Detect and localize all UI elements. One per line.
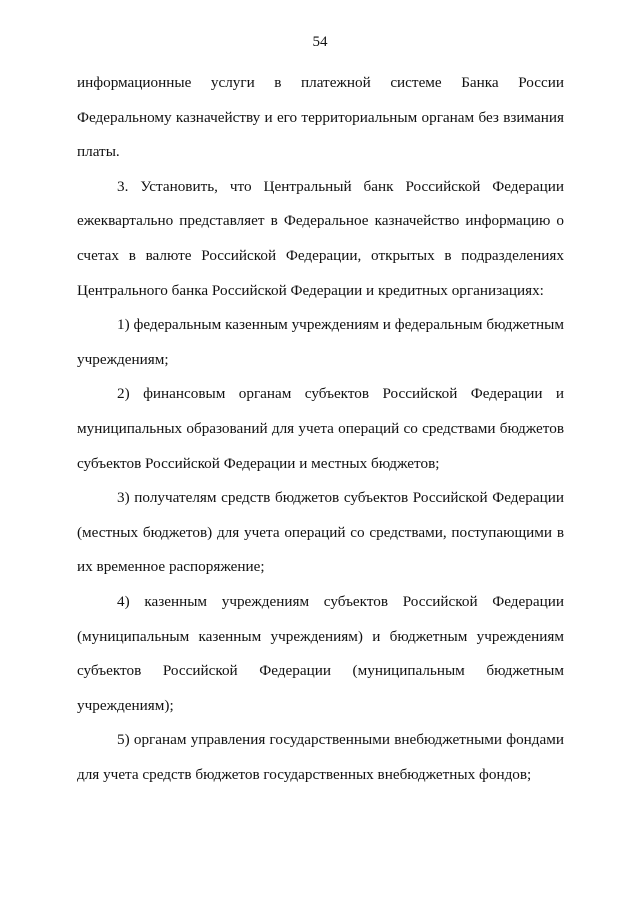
document-body: [77, 66, 564, 792]
list-item-1: 1) федеральным казенным учреждениям и федеральным бюджетным учреждениям;: [77, 316, 564, 368]
list-item-2: 2) финансовым органам субъектов Российской Федерации и муниципальных образований для учета операций со средствами бюджетов субъектов Российской Федерации и местных бюджетов;: [77, 385, 564, 472]
list-item-3: 3) получателям средств бюджетов субъектов Российской Федерации (местных бюджетов) для учета операций со средствами, поступающими в их временное распоряжение;: [77, 489, 564, 576]
page-number: 54: [312, 34, 328, 50]
list-item-4: 4) казенным учреждениям субъектов Российской Федерации (муниципальным казенным учреждениям) и бюджетным учреждениям субъектов Российской Федерации (муниципальным бюджетным учреждениям);: [77, 592, 564, 714]
paragraph-continuation: информационные услуги в платежной системе Банка России Федеральному казначейству и его территориальным органам без взимания платы.: [77, 74, 564, 161]
paragraph-clause-3: 3. Установить, что Центральный банк Российской Федерации ежеквартально представляет в Федеральное казначейство информацию о счетах в валюте Российской Федерации, открытых в подразделениях Центрального банка Российской Федерации и кредитных организациях:: [77, 177, 564, 299]
list-item-5: 5) органам управления государственными внебюджетными фондами для учета средств бюджетов государственных внебюджетных фондов;: [77, 731, 564, 783]
